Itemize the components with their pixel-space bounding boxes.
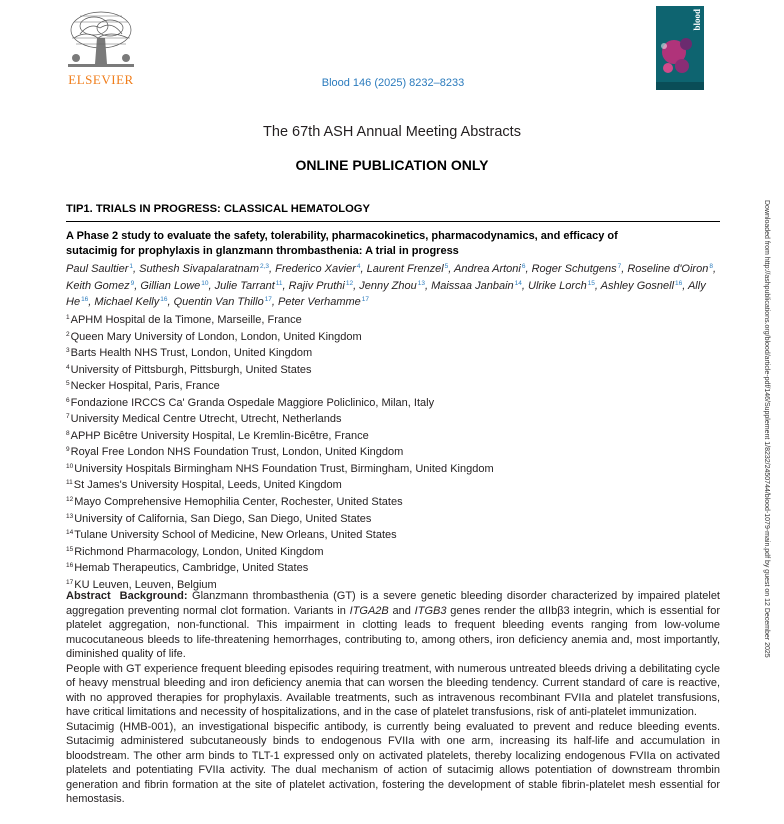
affiliation-number: 8	[66, 429, 70, 437]
gene-name: ITGB3	[414, 604, 447, 617]
publisher-name: ELSEVIER	[68, 72, 134, 87]
cover-title: blood	[692, 9, 702, 31]
author-affiliation-ref[interactable]: 12	[345, 279, 354, 287]
affiliation-item	[66, 510, 706, 527]
author-separator: ,	[133, 263, 140, 275]
background-label: Background:	[119, 590, 188, 602]
affiliation-item	[66, 543, 706, 560]
affiliation-text: St James's University Hospital, Leeds, United Kingdom	[73, 479, 342, 492]
affiliation-number: 7	[66, 413, 70, 421]
author-name: Ulrike Lorch	[528, 279, 587, 292]
affiliation-number: 13	[66, 512, 74, 520]
affiliation-number: 2	[66, 330, 70, 338]
affiliation-text: Queen Mary University of London, London, United Kingdom	[70, 330, 362, 343]
affiliation-text: University Medical Centre Utrecht, Utrecht, Netherlands	[70, 413, 342, 426]
author-separator: ,	[208, 279, 215, 292]
affiliation-number: 11	[66, 479, 73, 487]
affiliation-text: Hemab Therapeutics, Cambridge, United States	[74, 562, 309, 575]
affiliation-item	[66, 410, 706, 427]
affiliation-text: Barts Health NHS Trust, London, United Kingdom	[70, 347, 313, 360]
affiliation-number: 9	[66, 446, 70, 454]
affiliation-number: 10	[66, 462, 74, 470]
affiliation-number: 1	[66, 314, 70, 321]
gene-name: ITGA2B	[349, 604, 389, 617]
affiliation-item	[66, 311, 706, 328]
section-divider	[66, 221, 720, 222]
affiliation-item	[66, 443, 706, 460]
affiliation-number: 12	[66, 496, 74, 504]
author-separator: ,	[594, 279, 601, 292]
author-name: Julie Tarrant	[214, 279, 275, 292]
affiliation-number: 14	[66, 529, 74, 537]
paragraph-text: and	[388, 604, 415, 617]
author-affiliation-ref[interactable]: 17	[264, 296, 272, 303]
author-name: Andrea Artoni	[454, 263, 521, 275]
affiliation-text: KU Leuven, Leuven, Belgium	[74, 578, 217, 591]
author-affiliation-ref[interactable]: 13	[417, 279, 425, 287]
author-name: Ally He	[66, 279, 706, 308]
author-affiliation-ref[interactable]: 14	[514, 279, 522, 287]
affiliation-text: University of California, San Diego, San Diego, United States	[74, 512, 372, 525]
journal-citation-link[interactable]: Blood 146 (2025) 8232–8233	[321, 77, 465, 89]
affiliation-number: 16	[66, 562, 74, 570]
author-separator: ,	[521, 279, 528, 292]
author-affiliation-ref[interactable]: 2,3	[259, 263, 270, 270]
author-name: Gillian Lowe	[140, 279, 201, 292]
abstract-paragraph: Sutacimig (HMB-001), an investigational bispecific antibody, is currently being evaluated to prevent and reduce bleeding events. Sutacimig administered subcutaneously binds to endogenous FVIIa with one arm, increasing its half-life and accumulation in bloodstream. The other arm binds to TLT-1 expressed only on activated platelets, thereby localizing endogenous FVIIa on activated platelets and potentiating FVIIa activity. The dual mechanism of action of sutacimig allows potentiation of downstream thrombin generation and fibrin formation at the site of platelet activation, fostering the development of stable fibrin-platelet mesh essential for hemostasis.	[66, 720, 720, 805]
affiliation-text: Necker Hospital, Paris, France	[70, 380, 220, 393]
author-name: Laurent Frenzel	[366, 263, 444, 275]
affiliation-item	[66, 476, 706, 493]
author-separator: ,	[134, 279, 141, 292]
author-separator: ,	[271, 296, 279, 308]
author-affiliation-ref[interactable]: 16	[675, 279, 683, 287]
affiliation-text: Mayo Comprehensive Hemophilia Center, Rochester, United States	[74, 496, 403, 509]
affiliation-text: APHP Bicêtre University Hospital, Le Kremlin-Bicêtre, France	[70, 429, 369, 442]
abstract-title: A Phase 2 study to evaluate the safety, tolerability, pharmacokinetics, pharmacodynamics, and efficacy of sutacimig for prophylaxis in glanzmann thrombasthenia: A trial in progress	[66, 230, 618, 257]
affiliation-item	[66, 526, 706, 543]
abstract-paragraph	[66, 589, 720, 662]
author-separator: ,	[282, 279, 289, 292]
paragraph-text: genes render the αIIbβ3 integrin, which is essential for platelet aggregation, non-functional. This impairment in clotting leads to frequent bleeding events ranging from low-volume mucocutaneous bleeds to life-threatening hemorrhages, contributing to, among others, iron deficiency anemia and, most importantly, diminished quality of life.	[66, 604, 720, 660]
paragraph-text: Glanzmann thrombasthenia (GT) is a severe genetic bleeding disorder characterized by impaired platelet aggregation preventing normal clot formation. Variants in	[66, 590, 720, 617]
affiliation-text: APHM Hospital de la Timone, Marseille, France	[70, 314, 302, 326]
author-affiliation-ref[interactable]: 9	[130, 279, 135, 287]
affiliation-text: University Hospitals Birmingham NHS Foundation Trust, Birmingham, United Kingdom	[74, 462, 494, 475]
author-separator: ,	[360, 263, 367, 275]
affiliation-number: 6	[66, 396, 70, 404]
section-heading: TIP1. TRIALS IN PROGRESS: CLASSICAL HEMATOLOGY	[66, 203, 370, 215]
author-affiliation-ref[interactable]: 8	[709, 263, 713, 270]
author-name: Paul Saultier	[66, 263, 129, 275]
affiliation-number: 3	[66, 347, 70, 355]
author-separator: ,	[448, 263, 454, 275]
affiliation-number: 4	[66, 363, 70, 371]
author-affiliation-ref[interactable]: 6	[521, 263, 526, 270]
author-name: Maissaa Janbain	[431, 279, 514, 292]
author-affiliation-ref[interactable]: 11	[275, 279, 283, 287]
author-name: Roseline d'Oiron	[627, 263, 709, 275]
author-affiliation-ref[interactable]: 16	[81, 296, 89, 303]
affiliation-list	[66, 311, 706, 592]
author-name: Suthesh Sivapalaratnam	[139, 263, 259, 275]
affiliation-number: 17	[66, 578, 74, 586]
author-separator: ,	[621, 263, 628, 275]
author-affiliation-ref[interactable]: 7	[617, 263, 622, 270]
download-watermark: Downloaded from http://ashpublications.org/blood/article-pdf/146/Supplement 1/8232/2450744/blood-1079-main.pdf by guest on 12 December 2025	[763, 200, 770, 658]
publication-type: ONLINE PUBLICATION ONLY	[295, 157, 489, 173]
author-separator: ,	[167, 296, 174, 308]
author-separator: ,	[424, 279, 432, 292]
affiliation-item	[66, 427, 706, 444]
author-name: Roger Schutgens	[531, 263, 617, 275]
author-separator: ,	[353, 279, 360, 292]
author-affiliation-ref[interactable]: 16	[160, 296, 168, 303]
author-list	[66, 260, 726, 310]
author-name: Frederico Xavier	[275, 263, 356, 275]
affiliation-item	[66, 460, 706, 477]
affiliation-text: Tulane University School of Medicine, New Orleans, United States	[74, 529, 397, 542]
affiliation-number: 5	[66, 380, 70, 388]
affiliation-item	[66, 559, 706, 576]
author-name: Ashley Gosnell	[600, 279, 675, 292]
author-separator: ,	[712, 263, 717, 275]
affiliation-item	[66, 493, 706, 510]
affiliation-item	[66, 344, 706, 361]
author-name: Peter Verhamme	[278, 296, 361, 308]
affiliation-item	[66, 361, 706, 378]
author-affiliation-ref[interactable]: 17	[361, 296, 370, 303]
author-separator: ,	[269, 263, 276, 275]
conference-title: The 67th ASH Annual Meeting Abstracts	[263, 124, 521, 140]
affiliation-text: University of Pittsburgh, Pittsburgh, United States	[70, 363, 312, 376]
author-affiliation-ref[interactable]: 4	[356, 263, 361, 270]
author-separator: ,	[525, 263, 532, 275]
author-name: Jenny Zhou	[359, 279, 417, 292]
author-name: Quentin Van Thillo	[173, 296, 264, 308]
abstract-paragraph: People with GT experience frequent bleeding episodes requiring treatment, with numerous untreated bleeds driving a debilitating cycle of heavy menstrual bleeding and iron deficiency anemia that can worsen the bleeding tendency. Current standard of care is reactive, with no approved therapies for prophylaxis. Available treatments, such as intravenous recombinant FVIIa and platelet transfusions, have critical limitations and necessity of hospitalizations, and in the case of platelet transfusions, risk of anti-platelet immunization.	[66, 662, 720, 718]
abstract-body	[66, 589, 720, 807]
affiliation-item	[66, 394, 706, 411]
author-name: Rajiv Pruthi	[288, 279, 345, 292]
author-separator: ,	[682, 279, 688, 292]
author-affiliation-ref[interactable]: 5	[444, 263, 449, 270]
journal-cover[interactable]	[656, 6, 704, 90]
author-affiliation-ref[interactable]: 10	[201, 279, 209, 287]
affiliation-text: Richmond Pharmacology, London, United Kingdom	[74, 545, 324, 558]
affiliation-number: 15	[66, 545, 74, 553]
author-name: Michael Kelly	[94, 296, 160, 308]
affiliation-text: Royal Free London NHS Foundation Trust, London, United Kingdom	[70, 446, 404, 459]
affiliation-item	[66, 377, 706, 394]
author-affiliation-ref[interactable]: 1	[129, 263, 133, 270]
affiliation-text: Fondazione IRCCS Ca' Granda Ospedale Maggiore Policlinico, Milan, Italy	[70, 396, 435, 409]
affiliation-item	[66, 328, 706, 345]
author-separator: ,	[88, 296, 95, 308]
author-name: Keith Gomez	[66, 279, 130, 292]
author-affiliation-ref[interactable]: 15	[587, 279, 595, 287]
abstract-label: Abstract	[66, 590, 111, 602]
